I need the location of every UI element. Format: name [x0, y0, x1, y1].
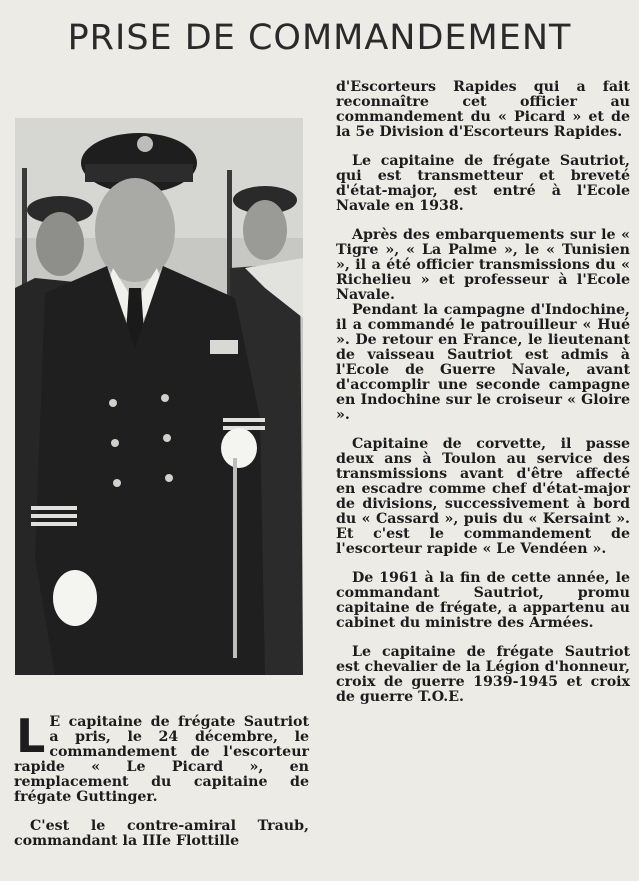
officer-photo	[15, 118, 303, 675]
right-text-column	[336, 80, 630, 705]
paragraph: Pendant la campagne d'Indochine, il a commandé le patrouilleur « Hué ». De retour en France, le lieutenant de vaisseau Sautriot est admis à l'Ecole de Guerre Navale, avant d'accomplir une seconde campagne en Indochine sur le croiseur « Gloire ».	[336, 302, 630, 423]
intro-paragraph: L E capitaine de frégate Sautriot a pris, le 24 décembre, le commandement de l'escorteur rapide « Le Picard », en remplacement du capitaine de frégate Guttinger.	[14, 709, 309, 805]
paragraph: Après des embarquements sur le « Tigre », « La Palme », le « Tunisien », il a été officier transmissions du « Richelieu » et professeur à l'Ecole Navale.	[336, 227, 630, 303]
officer-photo-illustration	[15, 118, 303, 675]
paragraph: De 1961 à la fin de cette année, le commandant Sautriot, promu capitaine de frégate, a appartenu au cabinet du ministre des Armées.	[336, 570, 630, 631]
paragraph: C'est le contre-amiral Traub, commandant la IIIe Flottille	[14, 818, 309, 849]
paragraph: Le capitaine de frégate Sautriot, qui est transmetteur et breveté d'état-major, est entré à l'Ecole Navale en 1938.	[336, 153, 630, 214]
drop-cap: L	[16, 709, 46, 763]
article-title: PRISE DE COMMANDEMENT	[67, 18, 572, 58]
paragraph: d'Escorteurs Rapides qui a fait reconnaître cet officier au commandement du « Picard » et de la 5e Division d'Escorteurs Rapides.	[336, 79, 630, 140]
left-text-column	[14, 709, 309, 849]
paragraph: Le capitaine de frégate Sautriot est chevalier de la Légion d'honneur, croix de guerre 1939-1945 et croix de guerre T.O.E.	[336, 644, 630, 705]
paragraph: Capitaine de corvette, il passe deux ans à Toulon au service des transmissions avant d'être affecté en escadre comme chef d'état-major de divisions, successivement à bord du « Cassard », puis du « Kersaint ». Et c'est le commandement de l'escorteur rapide « Le Vendéen ».	[336, 436, 630, 557]
